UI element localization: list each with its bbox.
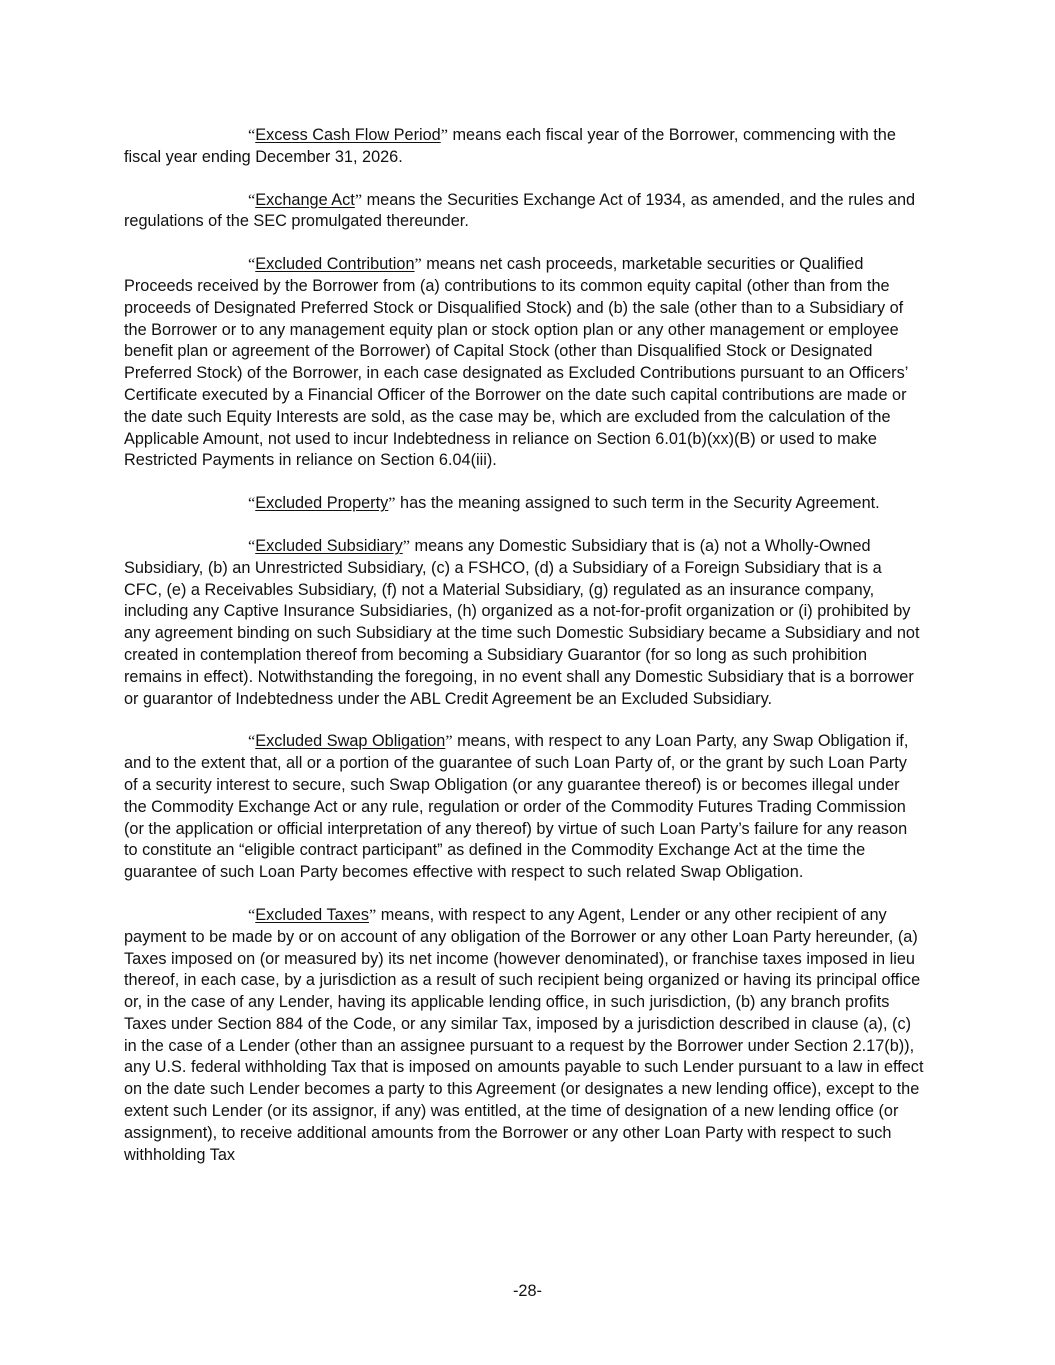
- document-page: [124, 124, 924, 1186]
- definition-text: means, with respect to any Agent, Lender or any other recipient of any payment to be made by or on account of any obligation of the Borrower or any other Loan Party hereunder, (a) Taxes imposed on (or measured by) its net income (however denominated), or franchise taxes imposed in lieu thereof, in each case, by a jurisdiction as a result of such recipient being organized or having its principal office or, in the case of any Lender, having its applicable lending office, in such jurisdiction, (b) any branch profits Taxes under Section 884 of the Code, or any similar Tax, imposed by a jurisdiction described in clause (a), (c) in the case of a Lender (other than an assignee pursuant to a request by the Borrower under Section 2.17(b)), any U.S. federal withholding Tax that is imposed on amounts payable to such Lender pursuant to a law in effect on the date such Lender becomes a party to this Agreement (or designates a new lending office), except to the extent such Lender (or its assignor, if any) was entitled, at the time of designation of a new lending office (or assignment), to receive additional amounts from the Borrower or any other Loan Party with respect to such withholding Tax: [124, 905, 924, 1164]
- definition-text: means any Domestic Subsidiary that is (a) not a Wholly-Owned Subsidiary, (b) an Unrestricted Subsidiary, (c) a FSHCO, (d) a Subsidiary of a Foreign Subsidiary that is a CFC, (e) a Receivables Subsidiary, (f) not a Material Subsidiary, (g) regulated as an insurance company, including any Captive Insurance Subsidiaries, (h) organized as a not-for-profit organization or (i) prohibited by any agreement binding on such Subsidiary at the time such Domestic Subsidiary became a Subsidiary and not created in contemplation thereof from becoming a Subsidiary Guarantor (for so long as such prohibition remains in effect). Notwithstanding the foregoing, in no event shall any Domestic Subsidiary that is a borrower or guarantor of Indebtedness under the ABL Credit Agreement be an Excluded Subsidiary.: [124, 536, 920, 708]
- definition-excluded-swap-obligation: “Excluded Swap Obligation” means, with respect to any Loan Party, any Swap Obligation if, and to the extent that, all or a portion of the guarantee of such Loan Party of, or the grant by such Loan Party of a security interest to secure, such Swap Obligation (or any guarantee thereof) is or becomes illegal under the Commodity Exchange Act or any rule, regulation or order of the Commodity Futures Trading Commission (or the application or official interpretation of any thereof) by virtue of such Loan Party’s failure for any reason to constitute an “eligible contract participant” as defined in the Commodity Exchange Act at the time the guarantee of such Loan Party becomes effective with respect to such related Swap Obligation.: [124, 731, 909, 882]
- definition-exchange-act: “Exchange Act” means the Securities Exchange Act of 1934, as amended, and the rules and regulations of the SEC promulgated thereunder.: [124, 189, 916, 231]
- definition-text: has the meaning assigned to such term in the Security Agreement.: [395, 494, 880, 513]
- definition-excluded-property: “Excluded Property” has the meaning assigned to such term in the Security Agreement.: [248, 493, 880, 513]
- definition-text: means, with respect to any Loan Party, any Swap Obligation if, and to the extent that, all or a portion of the guarantee of such Loan Party of, or the grant by such Loan Party of a security interest to secure, such Swap Obligation (or any guarantee thereof) is or becomes illegal under the Commodity Exchange Act or any rule, regulation or order of the Commodity Futures Trading Commission (or the application or official interpretation of any thereof) by virtue of such Loan Party’s failure for any reason to constitute an “eligible contract participant” as defined in the Commodity Exchange Act at the time the guarantee of such Loan Party becomes effective with respect to such related Swap Obligation.: [124, 732, 909, 882]
- definition-excluded-contribution: “Excluded Contribution” means net cash proceeds, marketable securities or Qualified Proceeds received by the Borrower from (a) contributions to its common equity capital (other than from the proceeds of Designated Preferred Stock or Disqualified Stock) and (b) the sale (other than to a Subsidiary of the Borrower or to any management equity plan or stock option plan or any other management or employee benefit plan or agreement of the Borrower) of Capital Stock (other than Disqualified Stock or Designated Preferred Stock) of the Borrower, in each case designated as Excluded Contributions pursuant to an Officers’ Certificate executed by a Financial Officer of the Borrower on the date such capital contributions are made or the date such Equity Interests are sold, as the case may be, which are excluded from the calculation of the Applicable Amount, not used to incur Indebtedness in reliance on Section 6.01(b)(xx)(B) or used to make Restricted Payments in reliance on Section 6.04(iii).: [124, 254, 908, 470]
- defined-term: Excess Cash Flow Period: [255, 126, 441, 144]
- defined-term: Excluded Contribution: [255, 255, 415, 274]
- definition-text: means net cash proceeds, marketable securities or Qualified Proceeds received by the Borrower from (a) contributions to its common equity capital (other than from the proceeds of Designated Preferred Stock or Disqualified Stock) and (b) the sale (other than to a Subsidiary of the Borrower or to any management equity plan or stock option plan or any other management or employee benefit plan or agreement of the Borrower) of Capital Stock (other than Disqualified Stock or Designated Preferred Stock) of the Borrower, in each case designated as Excluded Contributions pursuant to an Officers’ Certificate executed by a Financial Officer of the Borrower on the date such capital contributions are made or the date such Equity Interests are sold, as the case may be, which are excluded from the calculation of the Applicable Amount, not used to incur Indebtedness in reliance on Section 6.01(b)(xx)(B) or used to make Restricted Payments in reliance on Section 6.04(iii).: [124, 255, 908, 470]
- definition-text: means each fiscal year of the Borrower, commencing with the fiscal year ending December 31, 2026.: [124, 126, 896, 166]
- defined-term: Excluded Taxes: [255, 905, 369, 924]
- definition-excluded-taxes: “Excluded Taxes” means, with respect to any Agent, Lender or any other recipient of any payment to be made by or on account of any obligation of the Borrower or any other Loan Party hereunder, (a) Taxes imposed on (or measured by) its net income (however denominated), or franchise taxes imposed in lieu thereof, in each case, by a jurisdiction as a result of such recipient being organized or having its principal office or, in the case of any Lender, having its applicable lending office, in such jurisdiction, (b) any branch profits Taxes under Section 884 of the Code, or any similar Tax, imposed by a jurisdiction described in clause (a), (c) in the case of a Lender (other than an assignee pursuant to a request by the Borrower under Section 2.17(b)), any U.S. federal withholding Tax that is imposed on amounts payable to such Lender pursuant to a law in effect on the date such Lender becomes a party to this Agreement (or designates a new lending office), except to the extent such Lender (or its assignor, if any) was entitled, at the time of designation of a new lending office (or assignment), to receive additional amounts from the Borrower or any other Loan Party with respect to such withholding Tax: [124, 904, 924, 1164]
- definition-excess-cash-flow-period: “Excess Cash Flow Period” means each fiscal year of the Borrower, commencing with the fiscal year ending December 31, 2026.: [124, 125, 896, 166]
- defined-term: Exchange Act: [255, 190, 355, 209]
- definition-text: means the Securities Exchange Act of 1934, as amended, and the rules and regulations of the SEC promulgated thereunder.: [124, 190, 916, 231]
- defined-term: Excluded Subsidiary: [255, 536, 403, 555]
- definition-excluded-subsidiary: “Excluded Subsidiary” means any Domestic Subsidiary that is (a) not a Wholly-Owned Subsidiary, (b) an Unrestricted Subsidiary, (c) a FSHCO, (d) a Subsidiary of a Foreign Subsidiary that is a CFC, (e) a Receivables Subsidiary, (f) not a Material Subsidiary, (g) regulated as an insurance company, including any Captive Insurance Subsidiaries, (h) organized as a not-for-profit organization or (i) prohibited by any agreement binding on such Subsidiary at the time such Domestic Subsidiary became a Subsidiary and not created in contemplation thereof from becoming a Subsidiary Guarantor (for so long as such prohibition remains in effect). Notwithstanding the foregoing, in no event shall any Domestic Subsidiary that is a borrower or guarantor of Indebtedness under the ABL Credit Agreement be an Excluded Subsidiary.: [124, 535, 920, 708]
- page-number: -28-: [513, 1282, 542, 1300]
- defined-term: Excluded Swap Obligation: [255, 732, 446, 751]
- defined-term: Excluded Property: [255, 494, 389, 513]
